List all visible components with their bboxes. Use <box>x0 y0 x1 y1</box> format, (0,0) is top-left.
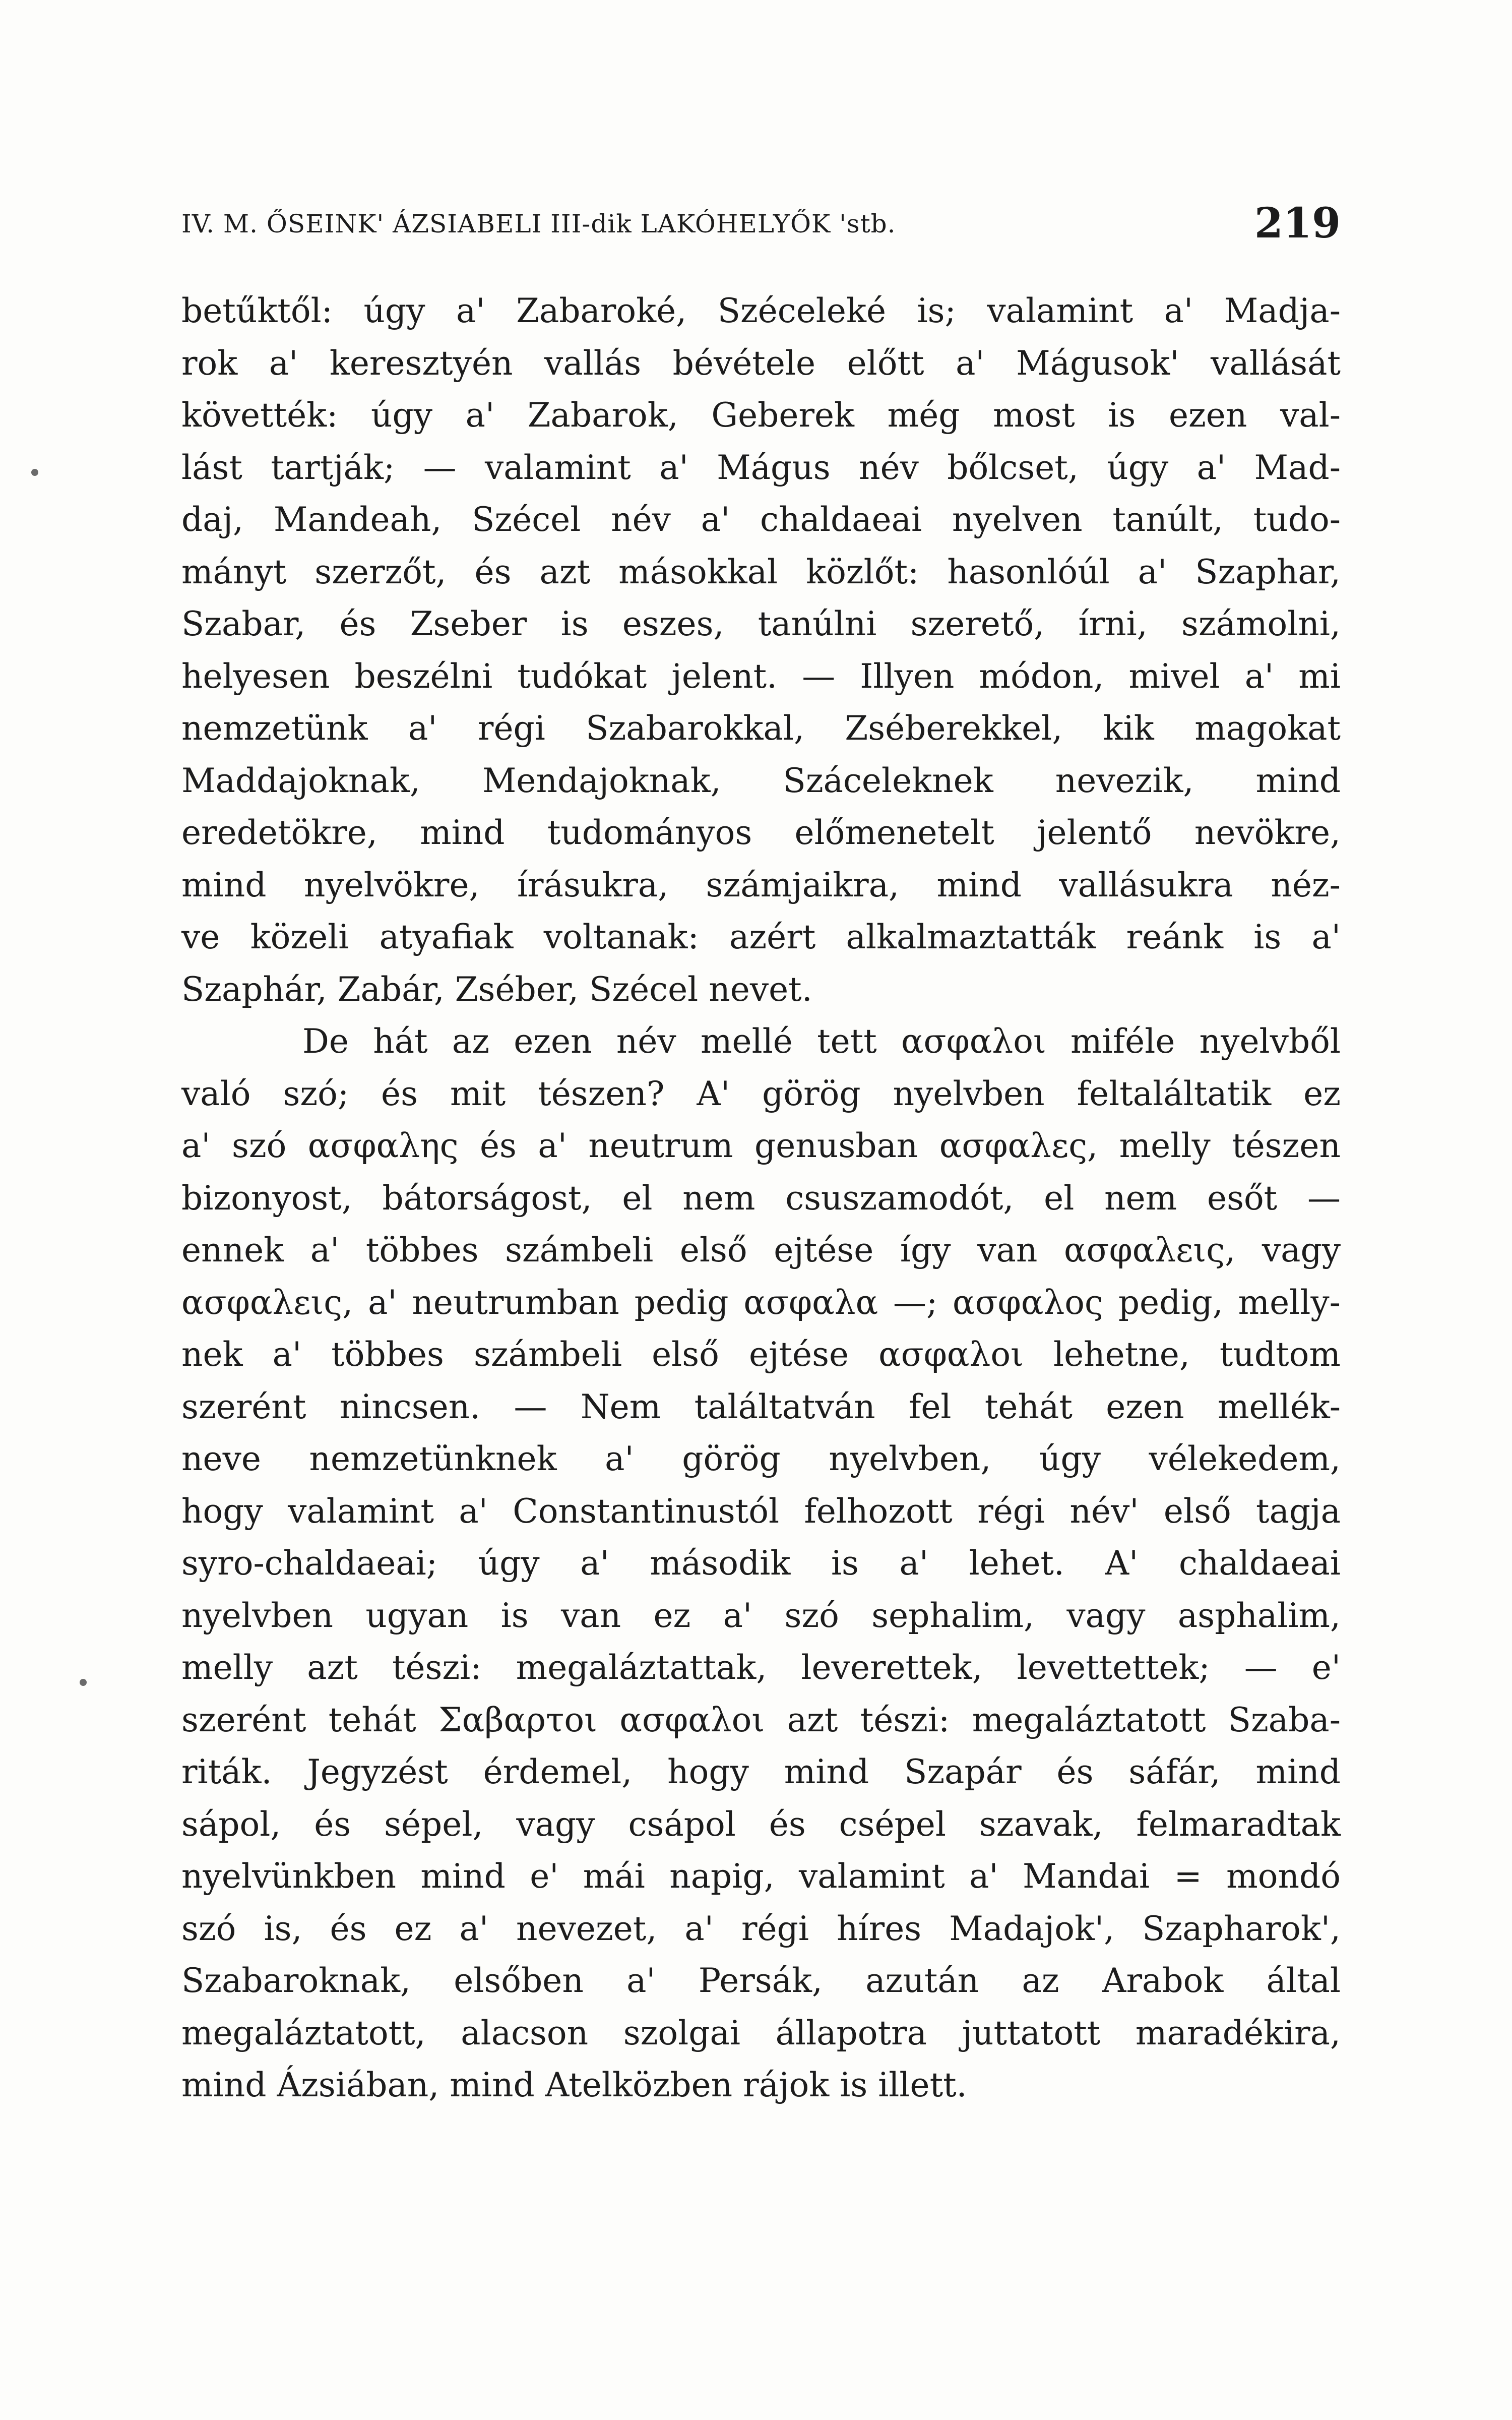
text-line: követték: úgy a' Zabarok, Geberek még most is ezen val- <box>181 396 1341 435</box>
page-number: 219 <box>1254 199 1341 248</box>
text-line: daj, Mandeah, Szécel név a' chaldaeai nyelven tanúlt, tudo- <box>181 500 1341 539</box>
text-line: betűktől: úgy a' Zabaroké, Széceleké is; valamint a' Madja- <box>181 291 1341 330</box>
text-line: ασφαλεις, a' neutrumban pedig ασφαλα —; ασφαλος pedig, melly- <box>181 1283 1341 1322</box>
paragraph-end-line: Szaphár, Zabár, Zséber, Szécel nevet. <box>181 970 812 1009</box>
text-line: Szabaroknak, elsőben a' Persák, azután az Arabok által <box>181 1961 1341 2000</box>
text-line: lást tartják; — valamint a' Mágus név bőlcset, úgy a' Mad- <box>181 448 1341 487</box>
text-line: hogy valamint a' Constantinustól felhozott régi név' első tagja <box>181 1491 1341 1531</box>
text-line: bizonyost, bátorságost, el nem csuszamodót, el nem esőt — <box>181 1178 1341 1218</box>
text-line: syro-chaldaeai; úgy a' második is a' lehet. A' chaldaeai <box>181 1544 1341 1583</box>
text-line: Szabar, és Zseber is eszes, tanúlni szerető, írni, számolni, <box>181 604 1341 643</box>
text-line: mányt szerzőt, és azt másokkal közlőt: hasonlóúl a' Szaphar, <box>181 552 1341 591</box>
text-line: nyelvben ugyan is van ez a' szó sephalim, vagy asphalim, <box>181 1596 1341 1635</box>
text-line: riták. Jegyzést érdemel, hogy mind Szapár és sáfár, mind <box>181 1752 1341 1791</box>
body-text <box>181 285 1341 2111</box>
text-line: a' szó ασφαλης és a' neutrum genusban ασφαλες, melly tészen <box>181 1126 1341 1165</box>
running-head: IV. M. ŐSEINK' ÁZSIABELI III-dik LAKÓHELYŐK 'stb. <box>181 209 896 238</box>
text-line: melly azt tészi: megaláztattak, leverettek, levettettek; — e' <box>181 1648 1341 1687</box>
text-line: szó is, és ez a' nevezet, a' régi híres Madajok', Szapharok', <box>181 1909 1341 1948</box>
text-line: nemzetünk a' régi Szabarokkal, Zséberekkel, kik magokat <box>181 709 1341 748</box>
text-line: neve nemzetünknek a' görög nyelvben, úgy vélekedem, <box>181 1439 1341 1478</box>
text-line: helyesen beszélni tudókat jelent. — Illyen módon, mivel a' mi <box>181 656 1341 696</box>
ink-speck-mark <box>31 469 38 476</box>
text-line: szerént tehát Σαβαρτοι ασφαλοι azt tészi: megaláztatott Szaba- <box>181 1700 1341 1739</box>
text-line: rok a' keresztyén vallás bévétele előtt a' Mágusok' vallását <box>181 343 1341 383</box>
text-line: eredetökre, mind tudományos előmenetelt jelentő nevökre, <box>181 813 1341 852</box>
text-line: Maddajoknak, Mendajoknak, Száceleknek nevezik, mind <box>181 761 1341 800</box>
paragraph-start-line: De hát az ezen név mellé tett ασφαλοι miféle nyelvből <box>302 1022 1341 1061</box>
text-line: nek a' többes számbeli első ejtése ασφαλοι lehetne, tudtom <box>181 1335 1341 1374</box>
text-line: mind nyelvökre, írásukra, számjaikra, mind vallásukra néz- <box>181 865 1341 904</box>
ink-speck-mark <box>80 1679 87 1686</box>
text-line: ennek a' többes számbeli első ejtése így van ασφαλεις, vagy <box>181 1231 1341 1269</box>
text-line: ve közeli atyafiak voltanak: azért alkalmaztatták reánk is a' <box>181 918 1341 956</box>
text-line: sápol, és sépel, vagy csápol és csépel szavak, felmaradtak <box>181 1804 1341 1844</box>
text-line: szerént nincsen. — Nem találtatván fel tehát ezen mellék- <box>181 1387 1341 1426</box>
paragraph-end-line: mind Ázsiában, mind Atelközben rájok is illett. <box>181 2066 967 2104</box>
text-line: megaláztatott, alacson szolgai állapotra juttatott maradékira, <box>181 2013 1341 2052</box>
text-line: való szó; és mit tészen? A' görög nyelvben feltaláltatik ez <box>181 1074 1341 1113</box>
text-line: nyelvünkben mind e' mái napig, valamint a' Mandai = mondó <box>181 1857 1341 1896</box>
page-header <box>181 199 1341 255</box>
